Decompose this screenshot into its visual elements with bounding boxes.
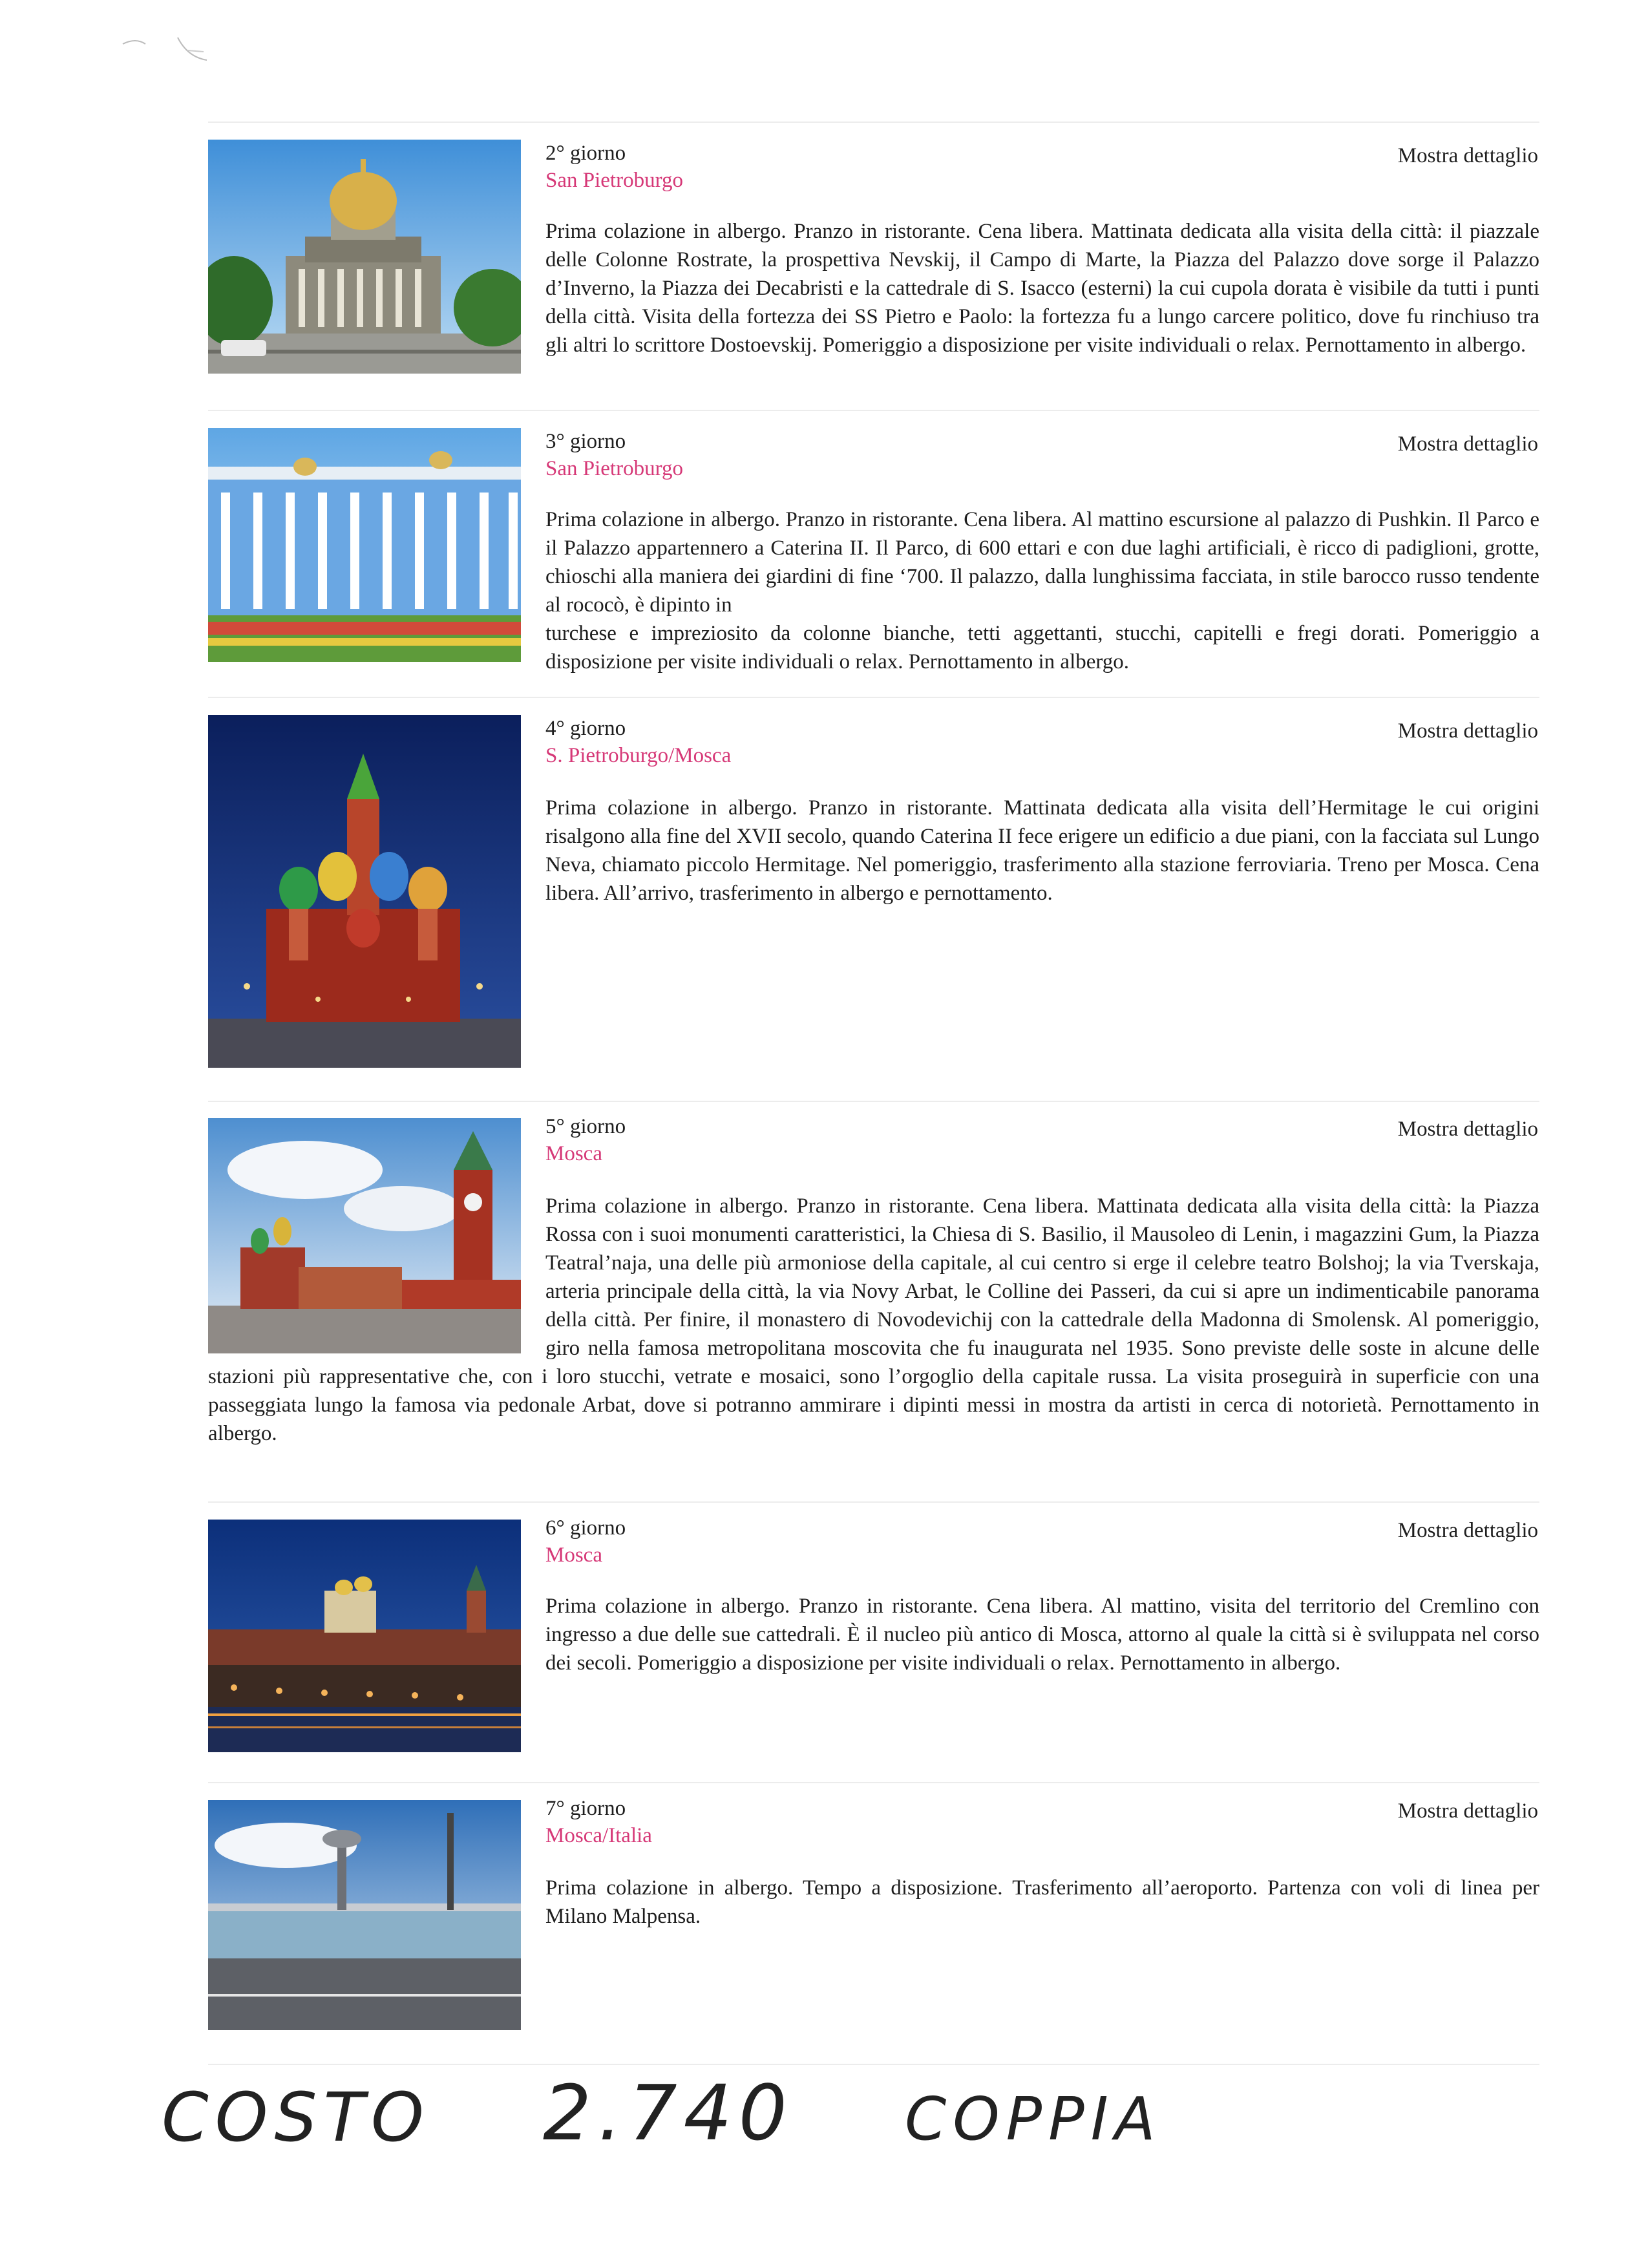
airport-photo	[208, 1800, 521, 2030]
day-label: 3° giorno	[545, 430, 626, 453]
st-basil-cathedral-night-photo	[208, 715, 521, 1068]
separator	[208, 1101, 1539, 1102]
separator	[208, 410, 1539, 411]
separator	[208, 1501, 1539, 1503]
day-description: Prima colazione in albergo. Pranzo in ristorante. Cena libera. Al mattino escursione al palazzo di Pushkin. Il Parco e il Palazzo appartennero a Caterina II. Il Parco, di 600 ettari e con due laghi artificiali, è ricco di padiglioni, grotte, chioschi alla maniera dei giardini di fine ‘700. Il palazzo, dalla lunghissima facciata, in stile barocco russo tendente al rococò, è dipinto in	[545, 508, 1539, 617]
day-entry-5	[208, 1113, 1539, 1481]
show-detail-link[interactable]: Mostra dettaglio	[1397, 719, 1538, 743]
day-description: Prima colazione in albergo. Pranzo in ristorante. Cena libera. Mattinata dedicata alla visita della città: il piazzale delle Colonne Rostrate, la prospettiva Nevskij, il Campo di Marte, la Piazza del Palazzo dove sorge il Palazzo d’Inverno, la Piazza dei Decabristi e la cattedrale di S. Isacco (esterni) la cui cupola dorata è visibile da tutti i punti della città. Visita della fortezza dei SS Pietro e Paolo: la fortezza fu a lungo carcere politico, dove fu rinchiuso tra gli altri lo scrittore Dostoevskij. Pomeriggio a disposizione per visite individuali o relax. Pernottamento in albergo.	[545, 220, 1539, 357]
city-name: Mosca	[545, 1543, 602, 1567]
separator	[208, 122, 1539, 123]
city-name: San Pietroburgo	[545, 457, 683, 480]
city-name: Mosca/Italia	[545, 1824, 652, 1847]
show-detail-link[interactable]: Mostra dettaglio	[1397, 1118, 1538, 1141]
day-label: 6° giorno	[545, 1516, 626, 1540]
day-description: Prima colazione in albergo. Pranzo in ristorante. Cena libera. Al mattino, visita del territorio del Cremlino con ingresso a due delle sue cattedrali. È il nucleo più antico di Mosca, attorno al quale la città si è sviluppata nel corso dei secoli. Pomeriggio a disposizione per visite individuali o relax. Pernottamento in albergo.	[545, 1595, 1539, 1675]
scan-mark	[116, 25, 220, 70]
day-description: Prima colazione in albergo. Pranzo in ristorante. Cena libera. Mattinata dedicata alla visita della città: la Piazza Rossa con i suoi monumenti caratteristici, la Chiesa di S. Basilio, il Mausoleo di Lenin, i magazzini Gum, la Piazza Teatral’naja, una delle più armoniose della capitale, al cui centro si erge il celebre teatro Bolshoj; la via Tverskaja, arteria principale della città, la via Novy Arbat, le Colline dei Passeri, da cui si apre un indimenticabile panorama della città. Per finire, il monastero di Novodevichij con la cattedrale della Madonna di Smolensk. Al pomeriggio, giro nella famosa metropolitana moscovita che fu inaugurata nel 1935. Sono previste delle soste in alcune delle stazioni più rappresentative che, con i loro stucchi, vetrate e mosaici, sono l’orgoglio della capitale russa. La visita proseguirà in superficie con una passeggiata lungo la famosa via pedonale Arbat, dove si potranno ammirare i dipinti messi in mostra da artisti in cerca di notorietà. Pernottamento in albergo.	[208, 1194, 1539, 1445]
day-description: Prima colazione in albergo. Tempo a disposizione. Trasferimento all’aeroporto. Partenza con voli di linea per Milano Malpensa.	[545, 1876, 1539, 1928]
day-entry-7	[208, 1795, 1539, 2053]
kremlin-night-photo	[208, 1520, 521, 1752]
day-entry-4	[208, 715, 1539, 1077]
handwritten-cost-label: COSTO	[162, 2078, 430, 2157]
day-description-continued: turchese e impreziosito da colonne bianche, tetti aggettanti, stucchi, capitelli e fregi dorati. Pomeriggio a disposizione per visite individuali o relax. Pernottamento in albergo.	[545, 622, 1539, 673]
show-detail-link[interactable]: Mostra dettaglio	[1397, 144, 1538, 167]
city-name: San Pietroburgo	[545, 169, 683, 192]
st-isaac-cathedral-photo	[208, 140, 521, 374]
day-description: Prima colazione in albergo. Pranzo in ristorante. Mattinata dedicata alla visita dell’Hermitage le cui origini risalgono alla fine del XVII secolo, quando Caterina II fece erigere un edificio a due piani, con la facciata sul Lungo Neva, chiamato piccolo Hermitage. Nel pomeriggio, trasferimento alla stazione ferroviaria. Treno per Mosca. Cena libera. All’arrivo, trasferimento in albergo e pernottamento.	[545, 796, 1539, 905]
day-entry-6	[208, 1514, 1539, 1773]
city-name: Mosca	[545, 1142, 602, 1165]
show-detail-link[interactable]: Mostra dettaglio	[1397, 1799, 1538, 1823]
handwritten-cost-amount: 2.740	[543, 2068, 794, 2157]
day-entry-2	[208, 140, 1539, 398]
city-name: S. Pietroburgo/Mosca	[545, 744, 732, 767]
day-label: 2° giorno	[545, 142, 626, 165]
show-detail-link[interactable]: Mostra dettaglio	[1397, 432, 1538, 456]
separator	[208, 2064, 1539, 2065]
day-label: 4° giorno	[545, 717, 626, 740]
show-detail-link[interactable]: Mostra dettaglio	[1397, 1519, 1538, 1542]
catherine-palace-photo	[208, 428, 521, 662]
separator	[208, 1782, 1539, 1783]
day-entry-3	[208, 428, 1539, 686]
day-label: 7° giorno	[545, 1797, 626, 1820]
handwritten-couple-label: COPPIA	[905, 2084, 1162, 2154]
separator	[208, 697, 1539, 698]
day-label: 5° giorno	[545, 1115, 626, 1138]
